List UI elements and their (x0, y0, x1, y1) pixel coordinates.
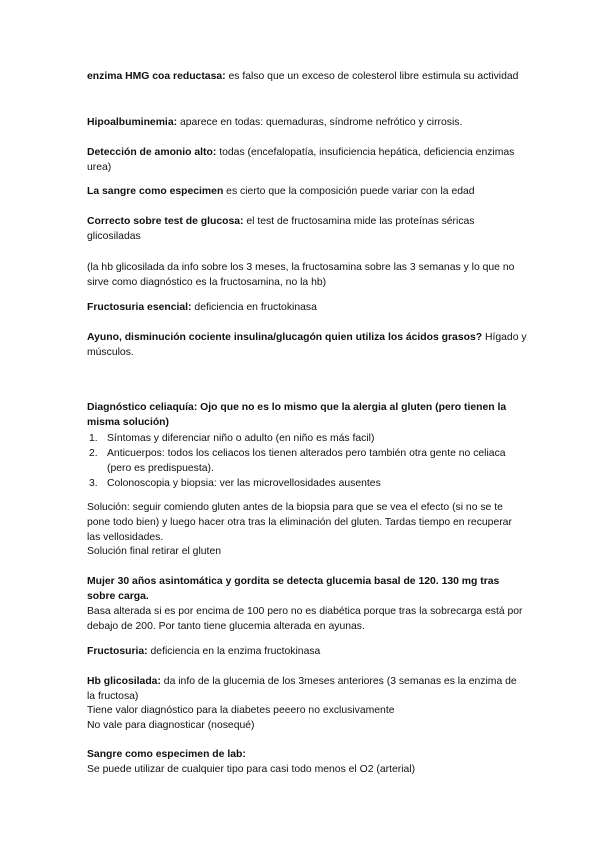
paragraph-sangre-especimen (87, 185, 527, 200)
text-ayuno: Hígado y músculos. (87, 332, 527, 358)
list-item (89, 447, 527, 477)
heading-celiaquia: Diagnóstico celiaquía: Ojo que no es lo mismo que la alergia al gluten (pero tienen la misma solución) (87, 402, 507, 428)
heading-fructosuria-esencial: Fructosuria esencial: (87, 302, 192, 313)
paragraph-hipoalbuminemia (87, 116, 527, 131)
text-fructosuria-esencial: deficiencia en fructokinasa (191, 302, 317, 313)
paragraph-no-vale: No vale para diagnosticar (nosequé) (87, 720, 255, 731)
paragraph-valor-diagnostico: Tiene valor diagnóstico para la diabetes peeero no exclusivamente (87, 705, 395, 716)
heading-caso-mujer: Mujer 30 años asintomática y gordita se detecta glucemia basal de 120. 130 mg tras sobre carga. (87, 576, 500, 602)
heading-ayuno: Ayuno, disminución cociente insulina/glucagón quien utiliza los ácidos grasos? (87, 332, 483, 343)
paragraph-celiaquia (87, 401, 527, 431)
heading-hb-glicosilada: Hb glicosilada: (87, 676, 161, 687)
list-number: 2. (89, 448, 98, 459)
heading-amonio: Detección de amonio alto: (87, 147, 217, 158)
paragraph-nota-hb: (la hb glicosilada da info sobre los 3 meses, la fructosamina sobre las 3 semanas y lo que no sirve como diagnóstico es la fructosamina, no la hb) (87, 262, 515, 288)
heading-hipoalbuminemia: Hipoalbuminemia: (87, 117, 178, 128)
paragraph-amonio (87, 146, 527, 176)
paragraph-hb-glicosilada (87, 675, 527, 705)
list-item (89, 477, 527, 492)
text-test-glucosa: el test de fructosamina mide las proteínas séricas glicosiladas (87, 216, 475, 242)
list-text: Colonoscopia y biopsia: ver las microvellosidades ausentes (107, 478, 381, 489)
heading-hmg-coa: enzima HMG coa reductasa: (87, 71, 226, 82)
text-sangre-especimen: es cierto que la composición puede variar con la edad (223, 186, 475, 197)
paragraph-ayuno (87, 331, 527, 361)
paragraph-glucemia-alterada: Basa alterada si es por encima de 100 pero no es diabética porque tras la sobrecarga está por debajo de 200. Por tanto tiene glucemia alterada en ayunas. (87, 606, 523, 632)
text-hipoalbuminemia: aparece en todas: quemaduras, síndrome nefrótico y cirrosis. (177, 117, 463, 128)
paragraph-caso-mujer (87, 575, 527, 605)
list-item (89, 432, 527, 447)
paragraph-sangre-lab (87, 748, 527, 763)
paragraph-test-glucosa (87, 215, 527, 245)
text-hmg-coa: es falso que un exceso de colesterol libre estimula su actividad (225, 71, 519, 82)
paragraph-solucion: Solución: seguir comiendo gluten antes de la biopsia para que se vea el efecto (si no se te pone todo bien) y luego hacer otra tras la eliminación del gluten. Tardas tiempo en recuperar las vellosidades. (87, 502, 512, 543)
text-amonio: todas (encefalopatía, insuficiencia hepática, deficiencia enzimas urea) (87, 147, 515, 173)
text-hb-glicosilada: da info de la glucemia de los 3meses anteriores (3 semanas es la enzima de la fructosa) (87, 676, 517, 702)
heading-sangre-especimen: La sangre como especimen (87, 186, 224, 197)
text-fructosuria: deficiencia en la enzima fructokinasa (147, 646, 321, 657)
list-text: Síntomas y diferenciar niño o adulto (en niño es más facil) (107, 433, 375, 444)
paragraph-tipo-muestra: Se puede utilizar de cualquier tipo para casi todo menos el O2 (arterial) (87, 764, 416, 775)
list-number: 3. (89, 478, 98, 489)
paragraph-fructosuria-esencial (87, 301, 527, 316)
list-text: Anticuerpos: todos los celiacos los tienen alterados pero también otra gente no celiaca (pero es predispuesta). (107, 448, 506, 474)
heading-sangre-lab: Sangre como especimen de lab: (87, 749, 246, 760)
paragraph-solucion-final: Solución final retirar el gluten (87, 546, 221, 557)
paragraph-fructosuria (87, 645, 527, 660)
heading-fructosuria: Fructosuria: (87, 646, 148, 657)
heading-test-glucosa: Correcto sobre test de glucosa: (87, 216, 244, 227)
paragraph-hmg-coa (87, 70, 527, 85)
list-number: 1. (89, 433, 98, 444)
